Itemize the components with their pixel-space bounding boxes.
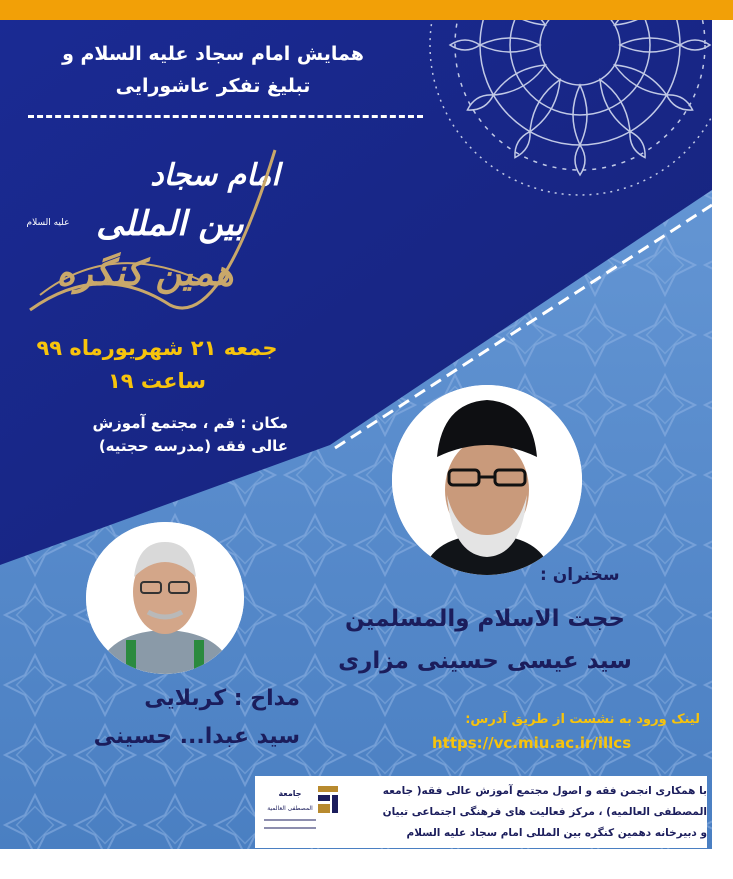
maddah-portrait-icon <box>86 522 244 674</box>
speaker-label: سخنران : <box>540 565 620 585</box>
congress-calligraphy-logo <box>20 140 290 330</box>
title-line-1: همایش امام سجاد علیه السلام و <box>62 43 364 65</box>
footer-line-2: المصطفی العالمیه) ، مرکز فعالیت های فرهنگی اجتماعی تبیان <box>382 806 707 818</box>
event-title <box>23 38 403 102</box>
logo-text-1: جامعة <box>278 789 302 798</box>
title-line-2: تبلیغ تفکر عاشورایی <box>115 75 311 97</box>
speaker-title: حجت الاسلام والمسلمین <box>345 606 625 632</box>
maddah-block <box>55 680 300 756</box>
place-line-2: عالی فقه (مدرسه حجتیه) <box>98 437 288 455</box>
top-bar <box>0 0 733 20</box>
calligraphy-line-bottom: همین کنگره <box>56 252 234 294</box>
session-link[interactable]: https://vc.miu.ac.ir/illcs <box>432 734 632 752</box>
speaker-block <box>330 598 640 682</box>
link-label: لینک ورود به نشست از طریق آدرس: <box>465 712 700 727</box>
date-line: جمعه ۲۱ شهریورماه ۹۹ <box>36 336 278 360</box>
maddah-line-2: سید عبدا... حسینی <box>93 724 300 749</box>
time-line: ساعت ۱۹ <box>107 369 207 393</box>
date-time-block <box>22 332 292 398</box>
maddah-photo <box>86 522 244 674</box>
calligraphy-honorific: علیه السلام <box>26 218 70 228</box>
footer-line-3: و دبیرخانه دهمین کنگره بین المللی امام سجاد علیه السلام <box>406 827 707 839</box>
calligraphy-line-top: امام سجاد <box>150 158 280 193</box>
logo-text-2: المصطفى العالمية <box>267 805 313 812</box>
bottom-margin <box>0 849 733 879</box>
maddah-line-1: مداح : کربلایی <box>144 686 300 711</box>
footer-line-1: با همکاری انجمن فقه و اصول مجتمع آموزش عالی فقه( جامعه <box>382 785 707 797</box>
speaker-portrait-icon <box>392 385 582 575</box>
speaker-photo <box>392 385 582 575</box>
mustafa-university-logo <box>260 780 344 842</box>
speaker-name: سید عیسی حسینی مزاری <box>338 648 632 674</box>
footer-credits <box>352 781 707 844</box>
title-divider <box>28 115 423 118</box>
venue-block <box>18 412 288 458</box>
place-line-1: مکان : قم ، مجتمع آموزش <box>92 414 288 432</box>
calligraphy-line-mid: بین المللی <box>96 204 244 244</box>
